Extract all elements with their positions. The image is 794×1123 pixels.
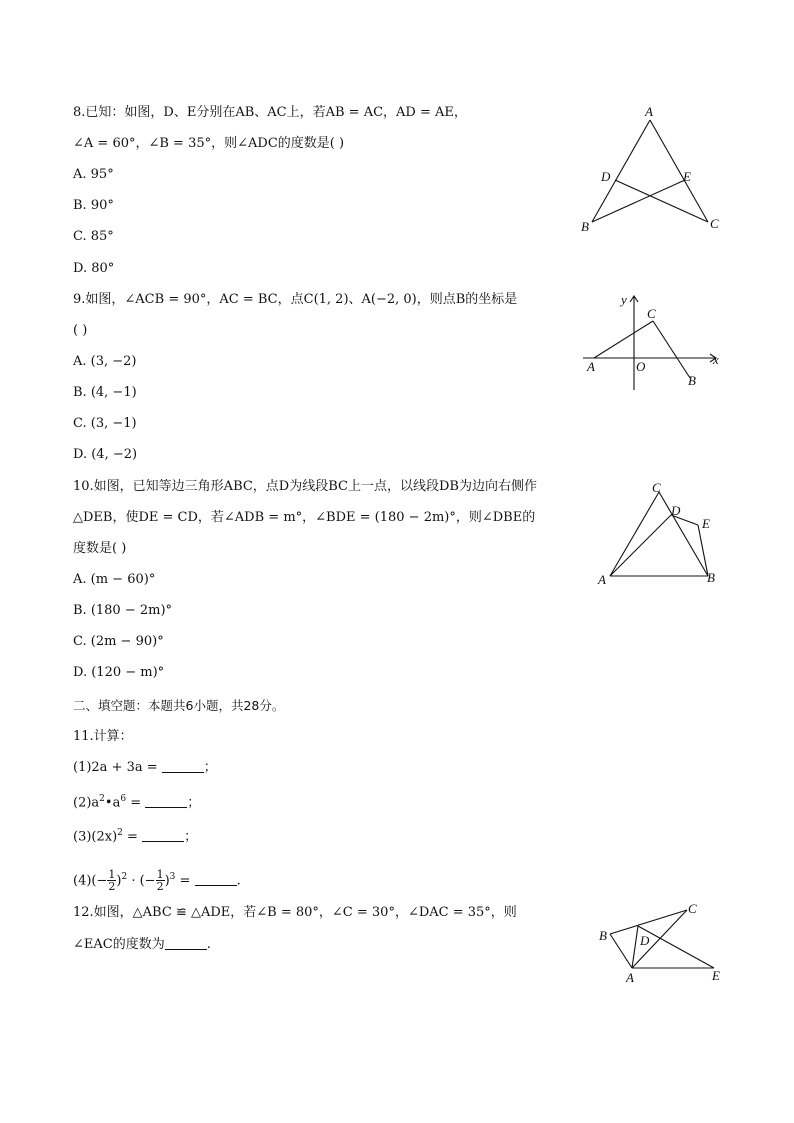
q10-stem-line3: 度数是( ) xyxy=(73,541,127,556)
q12-stem-line2 xyxy=(73,937,211,953)
q9-coordinate-figure xyxy=(578,290,728,395)
q11-part4 xyxy=(73,862,241,896)
q9-option-a: A. (3, −2) xyxy=(73,354,137,369)
q8-label-e: E xyxy=(683,169,691,184)
q9-stem-line2: ( ) xyxy=(73,323,88,338)
q9-option-b: B. (4, −1) xyxy=(73,385,137,400)
q9-segment-cb xyxy=(653,321,690,378)
q11-part4-close2: ) xyxy=(164,873,170,889)
q10-stem-line2: △DEB，使DE = CD，若∠ADB = m°，∠BDE = (180 − 2m)°，则∠DBE的 xyxy=(73,510,536,525)
q10-label-d: D xyxy=(671,503,681,518)
q8-stem-line1: 8.已知：如图，D、E分别在AB、AC上，若AB = AC，AD = AE， xyxy=(73,105,467,120)
q12-label-c: C xyxy=(688,901,697,916)
q12-label-d: D xyxy=(640,933,650,948)
q8-label-c: C xyxy=(710,216,719,231)
q10-label-e: E xyxy=(702,516,710,531)
q12-stem-text: ∠EAC的度数为 xyxy=(73,937,165,952)
q10-label-a: A xyxy=(598,572,606,587)
q11-part1-answer-blank[interactable] xyxy=(162,760,204,773)
q11-part3 xyxy=(73,825,197,845)
q8-segment-eb xyxy=(592,180,685,222)
q12-label-a: A xyxy=(626,970,634,985)
q11-part3-equals: = xyxy=(122,829,143,845)
q8-option-a: A. 95° xyxy=(73,167,114,182)
q11-part2-equals: = xyxy=(126,795,146,811)
q11-part3-exponent: 2 xyxy=(117,828,123,838)
q11-part3-base: (3)(2x) xyxy=(73,829,118,845)
q12-label-b: B xyxy=(599,928,607,943)
q12-segment-ad xyxy=(632,926,638,968)
q10-option-a: A. (m − 60)° xyxy=(73,572,156,587)
q8-label-b: B xyxy=(581,219,589,234)
q11-part2-answer-blank[interactable] xyxy=(145,795,187,808)
q9-label-o: O xyxy=(636,359,646,374)
q10-option-c: C. (2m − 90)° xyxy=(73,634,164,649)
q9-stem-line1: 9.如图，∠ACB = 90°，AC = BC，点C(1, 2)、A(−2, 0)，则点B的坐标是 xyxy=(73,292,518,307)
q9-label-y: y xyxy=(621,292,627,307)
q8-option-d: D. 80° xyxy=(73,261,115,276)
q9-label-c: C xyxy=(647,306,656,321)
q11-part4-exponent1: 2 xyxy=(121,872,128,882)
q12-stem-line1: 12.如图，△ABC ≌ △ADE，若∠B = 80°，∠C = 30°，∠DAC = 35°，则 xyxy=(73,905,517,920)
q8-segment-dc xyxy=(615,180,708,222)
q9-option-c: C. (3, −1) xyxy=(73,416,137,431)
q11-part2-base: (2)a xyxy=(73,795,100,811)
q11-stem: 11.计算： xyxy=(73,729,133,744)
q9-label-b: B xyxy=(688,373,696,388)
q12-answer-blank[interactable] xyxy=(165,937,207,950)
q10-stem-line1: 10.如图，已知等边三角形ABC，点D为线段BC上一点，以线段DB为边向右侧作 xyxy=(73,479,537,494)
q8-option-c: C. 85° xyxy=(73,229,114,244)
q10-option-b: B. (180 − 2m)° xyxy=(73,603,173,618)
q12-stem-end: . xyxy=(206,937,211,952)
q11-part3-end: ； xyxy=(184,829,198,845)
q11-part4-close1: ) xyxy=(116,873,122,889)
q10-triangle-figure xyxy=(592,478,727,588)
q11-part4-fraction1: $\frac{1}{2}$ xyxy=(108,868,116,894)
q11-part2-exponent1: 2 xyxy=(99,794,105,804)
q12-segment-de xyxy=(638,926,714,968)
q11-part4-open: (4)(− xyxy=(73,873,108,889)
q9-segment-ac xyxy=(594,321,653,358)
q11-part4-end: . xyxy=(236,873,241,889)
q9-option-d: D. (4, −2) xyxy=(73,447,138,462)
q12-segment-ba xyxy=(610,934,632,968)
q10-label-b: B xyxy=(707,570,715,585)
q8-triangle-figure xyxy=(570,100,730,240)
q10-option-d: D. (120 − m)° xyxy=(73,665,165,680)
q11-part2-end: ； xyxy=(187,795,201,811)
q11-part1-expression: (1)2a + 3a = xyxy=(73,760,162,775)
q12-label-e: E xyxy=(712,968,720,983)
q12-congruent-triangles-figure xyxy=(594,900,729,985)
q11-part4-equals: = xyxy=(175,873,195,889)
section-2-heading: 二、填空题：本题共6小题，共28分。 xyxy=(73,698,285,713)
q8-stem-line2: ∠A = 60°，∠B = 35°，则∠ADC的度数是( ) xyxy=(73,136,345,151)
q11-part1-end: ； xyxy=(203,760,217,775)
q11-part2 xyxy=(73,791,200,811)
q11-part2-exponent2: 6 xyxy=(120,794,127,804)
q11-part3-answer-blank[interactable] xyxy=(142,829,184,842)
q11-part4-answer-blank[interactable] xyxy=(195,873,237,886)
q11-part1 xyxy=(73,760,217,776)
q11-part4-fraction2: $\frac{1}{2}$ xyxy=(156,868,164,894)
q8-label-a: A xyxy=(645,104,653,119)
q11-part2-mid: •a xyxy=(104,795,121,811)
q10-segment-cb xyxy=(659,492,708,576)
q9-label-x: x xyxy=(713,352,719,367)
q10-label-c: C xyxy=(652,480,661,495)
q8-option-b: B. 90° xyxy=(73,198,114,213)
q8-label-d: D xyxy=(601,169,611,184)
q11-part4-mid: · (− xyxy=(127,873,156,889)
q11-part4-exponent2: 3 xyxy=(169,872,176,882)
q8-segment-ac xyxy=(650,120,708,222)
q9-label-a: A xyxy=(587,359,595,374)
